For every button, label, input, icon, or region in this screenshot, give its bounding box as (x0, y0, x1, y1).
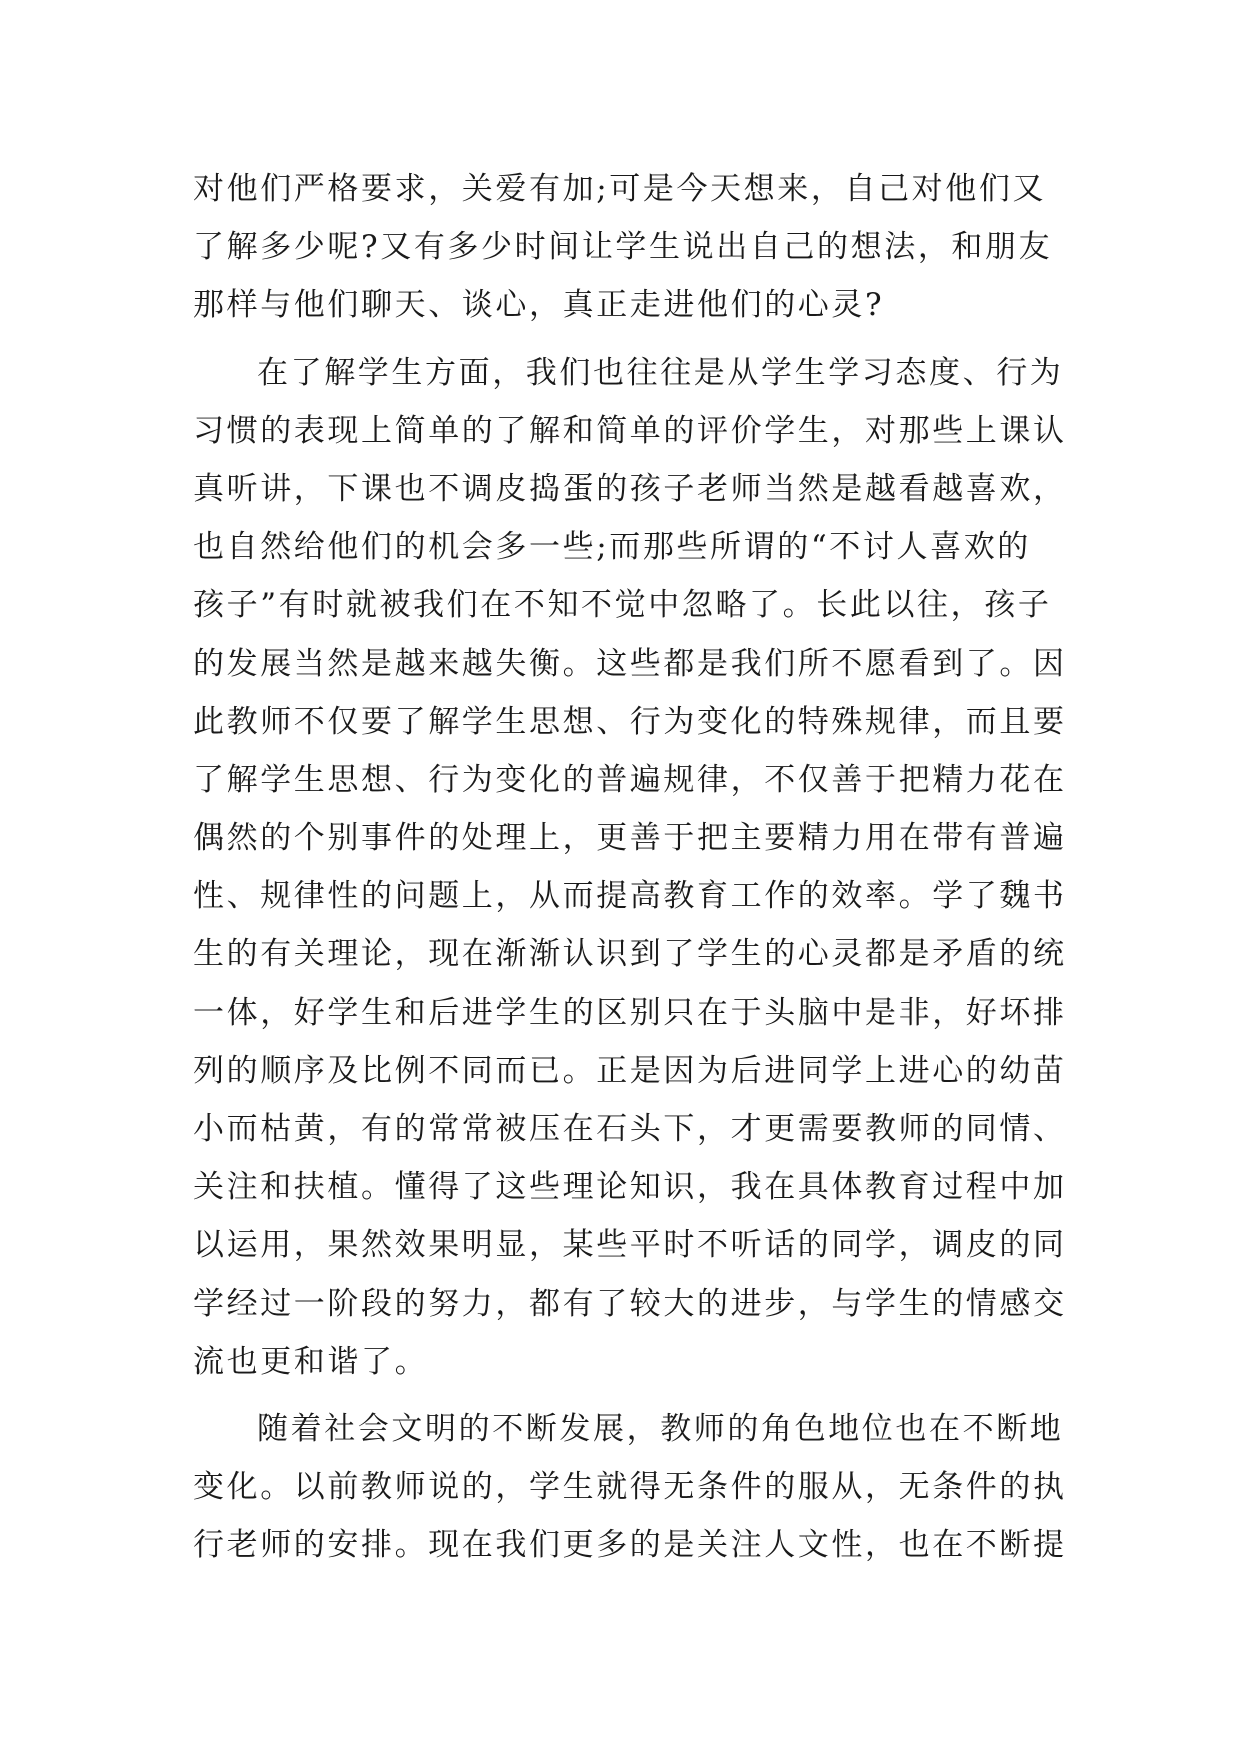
text-line: 习惯的表现上简单的了解和简单的评价学生，对那些上课认 (193, 412, 1067, 449)
text-line: 那样与他们聊天、谈心，真正走进他们的心灵? (193, 287, 885, 324)
text-line: 了解学生思想、行为变化的普遍规律，不仅善于把精力花在 (193, 761, 1067, 798)
text-line: 了解多少呢?又有多少时间让学生说出自己的想法，和朋友 (193, 229, 1053, 266)
text-line: 变化。以前教师说的，学生就得无条件的服从，无条件的执 (193, 1469, 1067, 1506)
text-line: 小而枯黄，有的常常被压在石头下，才更需要教师的同情、 (193, 1111, 1067, 1147)
text-line: 列的顺序及比例不同而已。正是因为后进同学上进心的幼苗 (193, 1052, 1067, 1089)
text-line: 此教师不仅要了解学生思想、行为变化的特殊规律，而且要 (193, 703, 1067, 740)
text-line: 一体，好学生和后进学生的区别只在于头脑中是非，好坏排 (193, 994, 1067, 1031)
text-line: 性、规律性的问题上，从而提高教育工作的效率。学了魏书 (193, 878, 1067, 915)
text-line: 以运用，果然效果明显，某些平时不听话的同学，调皮的同 (193, 1227, 1067, 1264)
text-line: 也自然给他们的机会多一些;而那些所谓的“不讨人喜欢的 (193, 529, 1031, 566)
paragraph-gap (193, 335, 1065, 344)
paragraph-3 (193, 1400, 1065, 1575)
text-line: 偶然的个别事件的处理上，更善于把主要精力用在带有普遍 (193, 820, 1067, 857)
text-line: 学经过一阶段的努力，都有了较大的进步，与学生的情感交 (193, 1285, 1067, 1322)
text-line: 关注和扶植。懂得了这些理论知识，我在具体教育过程中加 (193, 1169, 1067, 1206)
paragraph-1 (193, 160, 1065, 335)
text-line: 生的有关理论，现在渐渐认识到了学生的心灵都是矛盾的统 (193, 936, 1067, 973)
text-line: 对他们严格要求，关爱有加;可是今天想来，自己对他们又 (193, 171, 1047, 207)
text-line: 行老师的安排。现在我们更多的是关注人文性，也在不断提 (193, 1527, 1067, 1564)
text-line: 在了解学生方面，我们也往往是从学生学习态度、行为 (257, 354, 1064, 391)
paragraph-gap (193, 1391, 1065, 1400)
document-body (193, 160, 1065, 1575)
text-line: 随着社会文明的不断发展，教师的角色地位也在不断地 (257, 1410, 1064, 1447)
text-line: 的发展当然是越来越失衡。这些都是我们所不愿看到了。因 (193, 645, 1067, 682)
text-line: 流也更和谐了。 (193, 1343, 429, 1380)
text-line: 孩子”有时就被我们在不知不觉中忽略了。长此以往，孩子 (193, 587, 1052, 624)
text-line: 真听讲，下课也不调皮捣蛋的孩子老师当然是越看越喜欢， (193, 470, 1067, 507)
paragraph-2 (193, 344, 1065, 1391)
